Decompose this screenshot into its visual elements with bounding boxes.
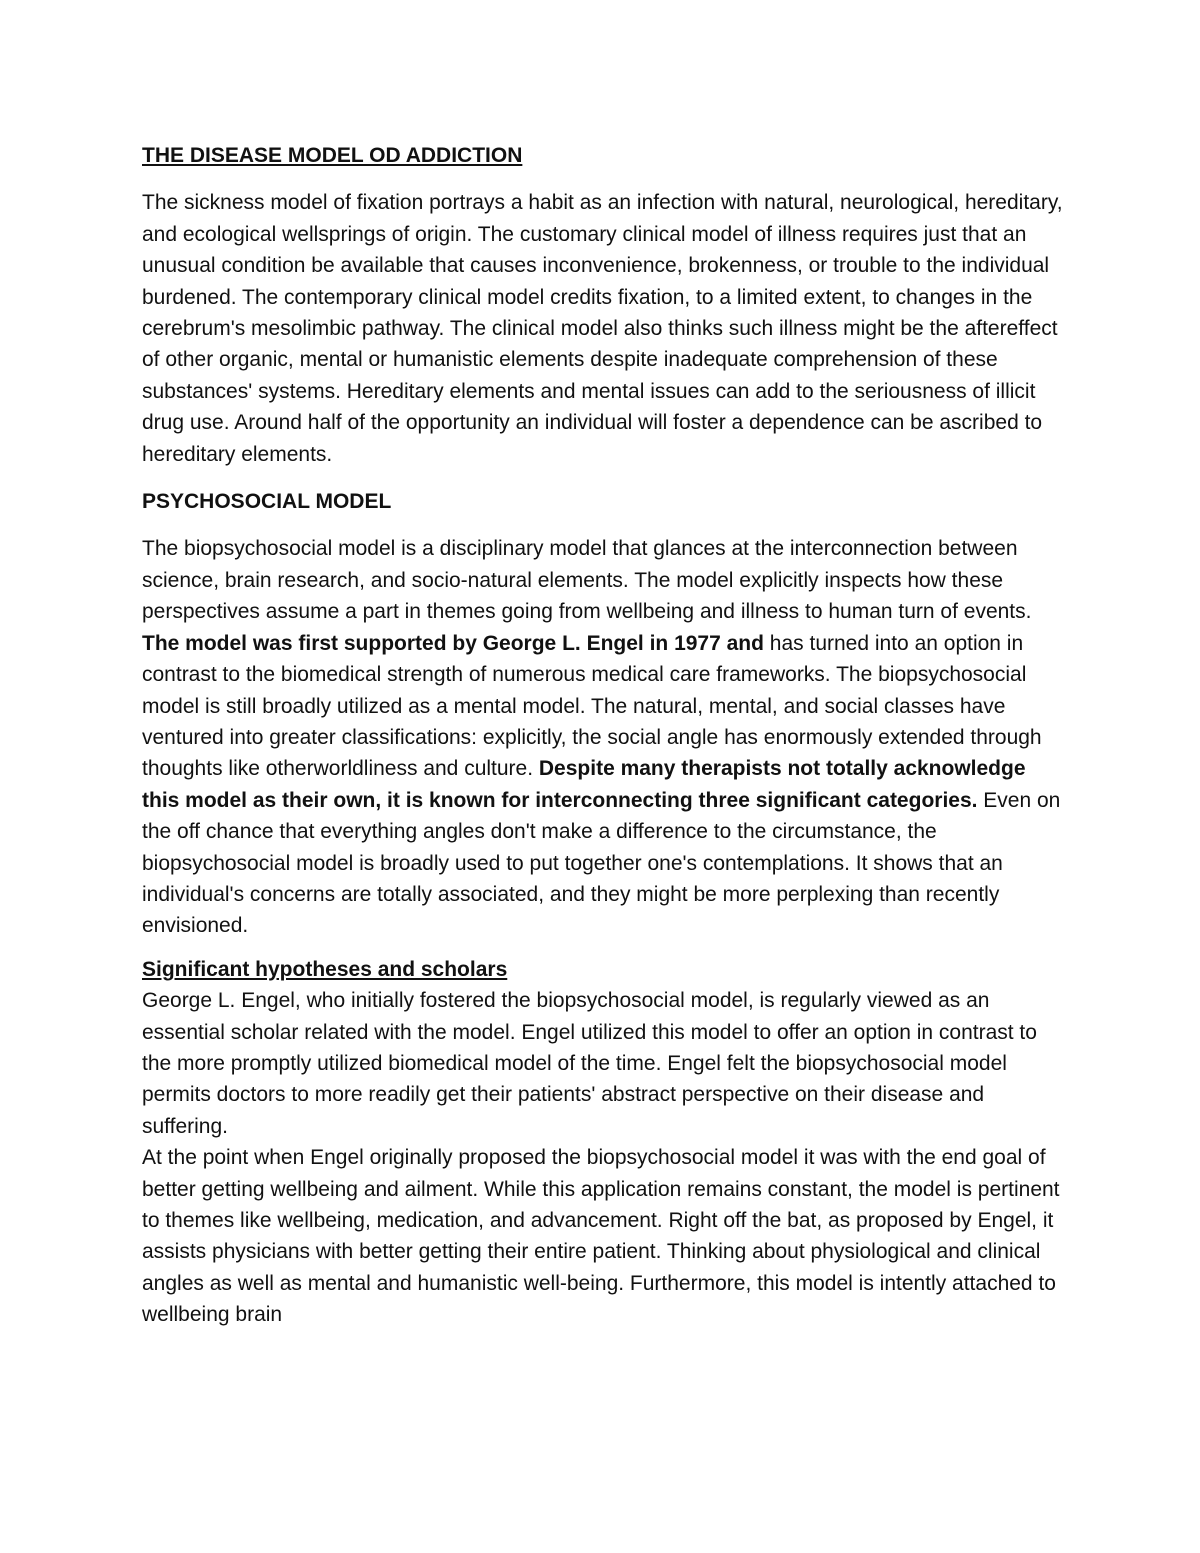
psychosocial-model-heading: PSYCHOSOCIAL MODEL [142,490,392,514]
psychosocial-model-paragraph [142,533,1067,941]
document-page [142,140,1067,1331]
hypotheses-scholars-heading: Significant hypotheses and scholars [142,957,508,981]
paragraph-text: has turned into an option in contrast to the biomedical strength of numerous medical care frameworks. The biopsychosocial model is still broadly utilized as a mental model. The natural, mental, and social classes have ventured into greater classifications: explicitly, the social angle has enormously extended through thoughts like otherworldliness and culture. [142,631,1042,781]
disease-model-heading: THE DISEASE MODEL OD ADDICTION [142,144,523,167]
bold-text: The model was first supported by George L. Engel in 1977 and [142,631,764,655]
paragraph-text: The biopsychosocial model is a disciplinary model that glances at the interconnection between science, brain research, and socio-natural elements. The model explicitly inspects how these perspectives assume a part in themes going from wellbeing and illness to human turn of events. [142,537,1032,624]
scholars-paragraph-2: At the point when Engel originally proposed the biopsychosocial model it was with the end goal of better getting wellbeing and ailment. While this application remains constant, the model is pertinent to themes like wellbeing, medication, and advancement. Right off the bat, as proposed by Engel, it assists physicians with better getting their entire patient. Thinking about physiological and clinical angles as well as mental and humanistic well-being. Furthermore, this model is intently attached to wellbeing brain [142,1146,1060,1327]
spacer [142,517,1067,533]
bold-text: Despite many therapists not totally acknowledge this model as their own, it is known for interconnecting three significant categories. [142,757,1026,812]
paragraph-text: Even on the off chance that everything angles don't make a difference to the circumstance, the biopsychosocial model is broadly used to put together one's contemplations. It shows that an individual's concerns are totally associated, and they might be more perplexing than recently envisioned. [142,788,1061,938]
spacer [142,470,1067,486]
disease-model-paragraph: The sickness model of fixation portrays a habit as an infection with natural, neurological, hereditary, and ecological wellsprings of origin. The customary clinical model of illness requires just that an unusual condition be available that causes inconvenience, brokenness, or trouble to the individual burdened. The contemporary clinical model credits fixation, to a limited extent, to changes in the cerebrum's mesolimbic pathway. The clinical model also thinks such illness might be the aftereffect of other organic, mental or humanistic elements despite inadequate comprehension of these substances' systems. Hereditary elements and mental issues can add to the seriousness of illicit drug use. Around half of the opportunity an individual will foster a dependence can be ascribed to hereditary elements. [142,191,1063,466]
scholars-paragraph-1: George L. Engel, who initially fostered the biopsychosocial model, is regularly viewed as an essential scholar related with the model. Engel utilized this model to offer an option in contrast to the more promptly utilized biomedical model of the time. Engel felt the biopsychosocial model permits doctors to more readily get their patients' abstract perspective on their disease and suffering. [142,989,1037,1138]
spacer [142,942,1067,954]
spacer [142,171,1067,187]
